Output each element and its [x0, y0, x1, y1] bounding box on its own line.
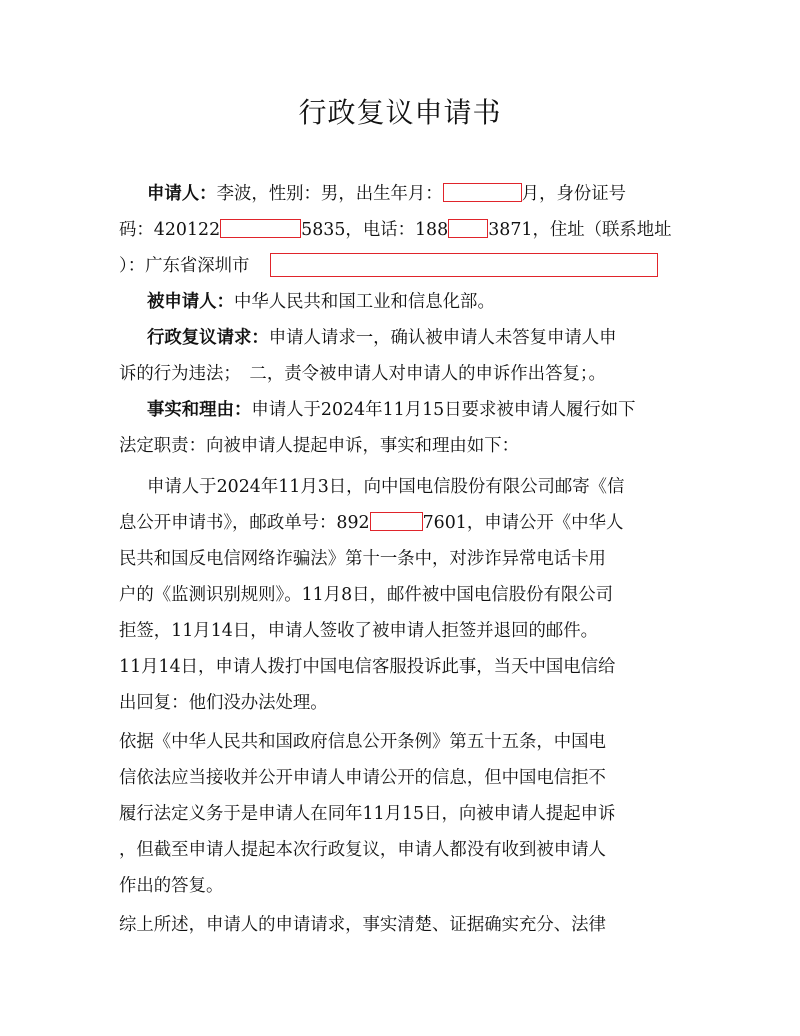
redacted-phone-number: [448, 219, 488, 238]
para2-line-2: 出回复：他们没办法处理。: [119, 693, 328, 713]
request-line-2: 诉的行为违法； 二，责令被申请人对申请人的申诉作出答复；。: [119, 364, 606, 384]
redacted-tracking-number: [370, 512, 423, 531]
document-title: 行政复议申请书: [298, 96, 502, 129]
para3-line-5: 作出的答复。: [119, 876, 224, 896]
request-label: 行政复议请求：: [147, 328, 269, 348]
applicant-line-2: 码：420122 5835，电话：188 3871，住址（联系地址: [119, 220, 672, 240]
request-line-1: 行政复议请求：申请人请求一，确认被申请人未答复申请人申: [147, 328, 617, 348]
para1-line-4: 户的《监测识别规则》。11月8日，邮件被中国电信股份有限公司: [119, 585, 614, 605]
para1-line-1: 申请人于2024年11月3日，向中国电信股份有限公司邮寄《信: [147, 477, 625, 497]
redacted-id-number: [220, 219, 301, 238]
respondent-line: 被申请人：中华人民共和国工业和信息化部。: [147, 292, 495, 312]
redacted-birth-date: [443, 183, 522, 202]
para4-line-1: 综上所述，申请人的申请请求，事实清楚、证据确实充分、法律: [119, 915, 606, 935]
para1-line-3: 民共和国反电信网络诈骗法》第十一条中，对涉诈异常电话卡用: [119, 549, 606, 569]
applicant-line-3: ）：广东省深圳市: [119, 256, 250, 276]
para3-line-3: 履行法定义务于是申请人在同年11月15日，向被申请人提起申诉: [119, 804, 616, 824]
para3-line-2: 信依法应当接收并公开申请人申请公开的信息，但中国电信拒不: [119, 768, 606, 788]
para2-line-1: 11月14日，申请人拨打中国电信客服投诉此事，当天中国电信给: [119, 657, 616, 677]
para1-line-5: 拒签，11月14日，申请人签收了被申请人拒签并退回的邮件。: [119, 621, 599, 641]
facts-line-2: 法定职责：向被申请人提起申诉，事实和理由如下：: [119, 436, 519, 456]
redacted-address: [270, 253, 658, 277]
applicant-line-1: 申请人：李波，性别：男，出生年月： 月，身份证号: [147, 184, 627, 204]
applicant-label: 申请人：: [147, 184, 217, 204]
respondent-label: 被申请人：: [147, 292, 234, 312]
para1-line-2: 息公开申请书》，邮政单号：892 7601，申请公开《中华人: [119, 513, 624, 533]
para3-line-4: ，但截至申请人提起本次行政复议，申请人都没有收到被申请人: [119, 840, 606, 860]
para3-line-1: 依据《中华人民共和国政府信息公开条例》第五十五条，中国电: [119, 732, 606, 752]
facts-label: 事实和理由：: [147, 400, 252, 420]
facts-line-1: 事实和理由：申请人于2024年11月15日要求被申请人履行如下: [147, 400, 636, 420]
